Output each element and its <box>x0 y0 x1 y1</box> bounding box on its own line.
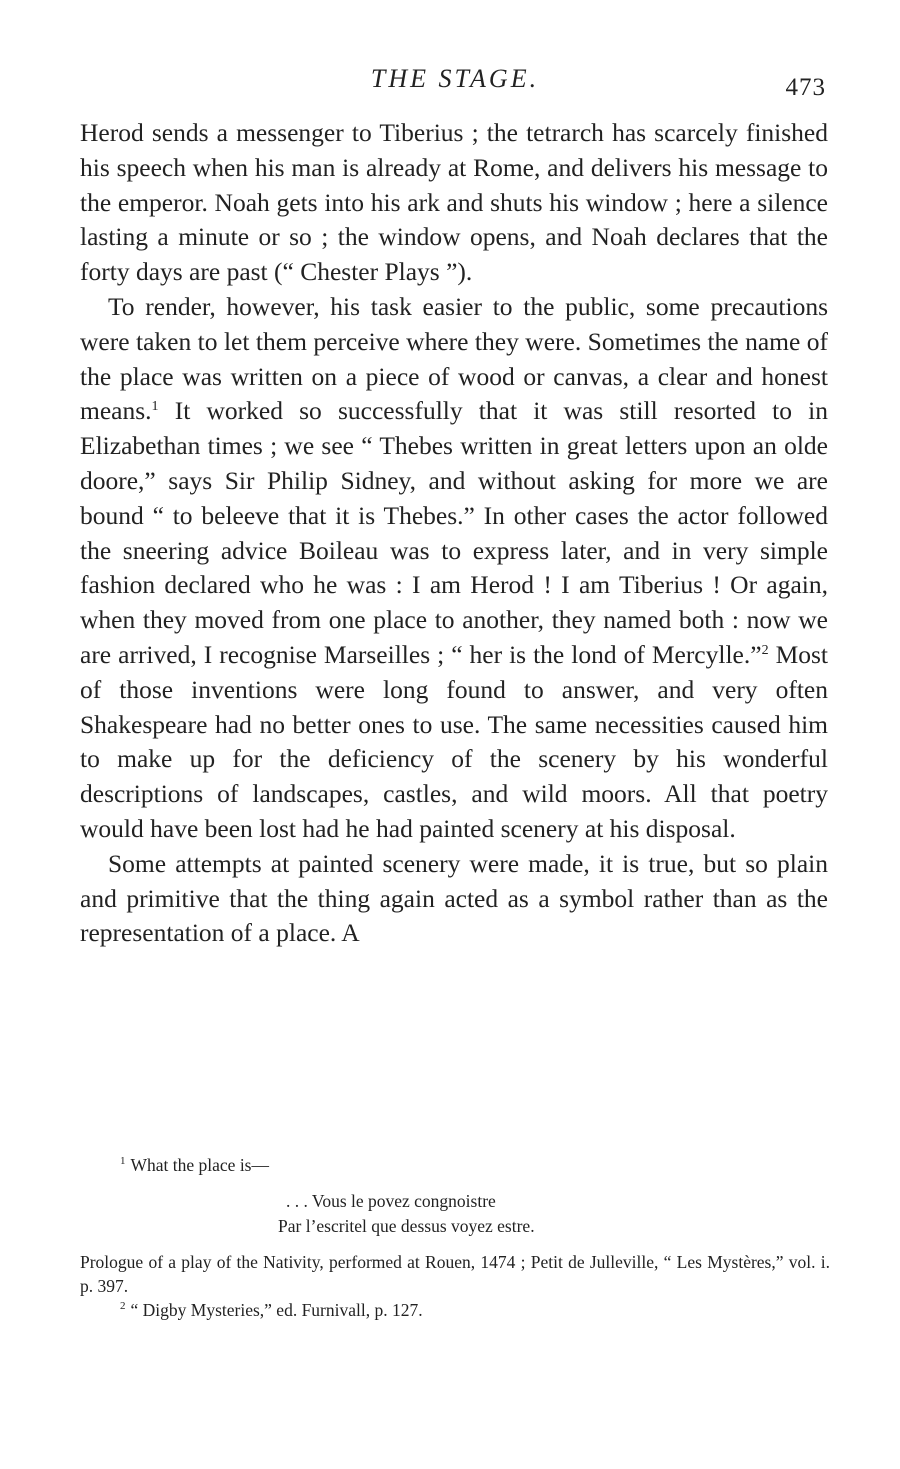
page-header <box>80 60 830 100</box>
footnote-1-text: What the place is— <box>130 1155 269 1175</box>
paragraph-1: Herod sends a messenger to Tiberius ; the tetrarch has scarcely finished his speech when his man is already at Rome, and delivers his message to the emperor. Noah gets into his ark and shuts his window ; here a silence lasting a minute or so ; the window opens, and Noah declares that the forty days are past (“ Chester Plays ”). <box>80 118 828 287</box>
footnote-ref-2: 2 <box>761 642 769 658</box>
verse-line-2: Par l’escritel que dessus voyez estre. <box>278 1216 535 1236</box>
page-number: 473 <box>785 74 826 101</box>
verse-line-1: . . . Vous le povez congnoistre <box>286 1191 496 1211</box>
paragraph-3: Some attempts at painted scenery were made, it is true, but so plain and primitive that the thing again acted as a symbol rather than as the representation of a place. A <box>80 848 828 948</box>
footnotes <box>80 1153 830 1322</box>
footnote-verse <box>278 1189 830 1239</box>
footnote-2 <box>80 1298 830 1322</box>
footnote-1-mark: 1 <box>120 1155 126 1167</box>
paragraph-2 <box>80 290 828 847</box>
footnote-ref-1: 1 <box>151 399 159 415</box>
footnote-1 <box>80 1153 830 1177</box>
footnote-2-mark: 2 <box>120 1300 126 1312</box>
paragraph-2-part-c: Most of those inventions were long found to answer, and very often Shakespeare had no better ones to use. The same necessities caused him to make up for the deficiency of the scenery by his wonderful descriptions of landscapes, castles, and wild moors. All that poetry would have been lost had he had painted scenery at his disposal. <box>80 639 828 843</box>
footnote-2-text: “ Digby Mysteries,” ed. Furnivall, p. 127. <box>130 1300 423 1320</box>
body-text <box>80 116 828 951</box>
paragraph-2-part-b: It worked so successfully that it was still resorted to in Elizabethan times ; we see “ Thebes written in great letters upon an olde doore,” says Sir Philip Sidney, and without asking for more we are bound “ to beleeve that it is Thebes.” In other cases the actor followed the sneering advice Boileau was to express later, and in very simple fashion declared who he was : I am Herod ! I am Tiberius ! Or again, when they moved from one place to another, they named both : now we are arrived, I recognise Marseilles ; “ her is the lond of Mercylle.” <box>80 396 828 669</box>
paragraph-2-part-a: To render, however, his task easier to the public, some precautions were taken to let them perceive where they were. Sometimes the name of the place was written on a piece of wood or canvas, a clear and honest means. <box>80 291 828 426</box>
footnote-1-source: Prologue of a play of the Nativity, performed at Rouen, 1474 ; Petit de Julleville, “ Les Mystères,” vol. i. p. 397. <box>80 1252 830 1296</box>
running-title: THE STAGE. <box>370 64 540 93</box>
